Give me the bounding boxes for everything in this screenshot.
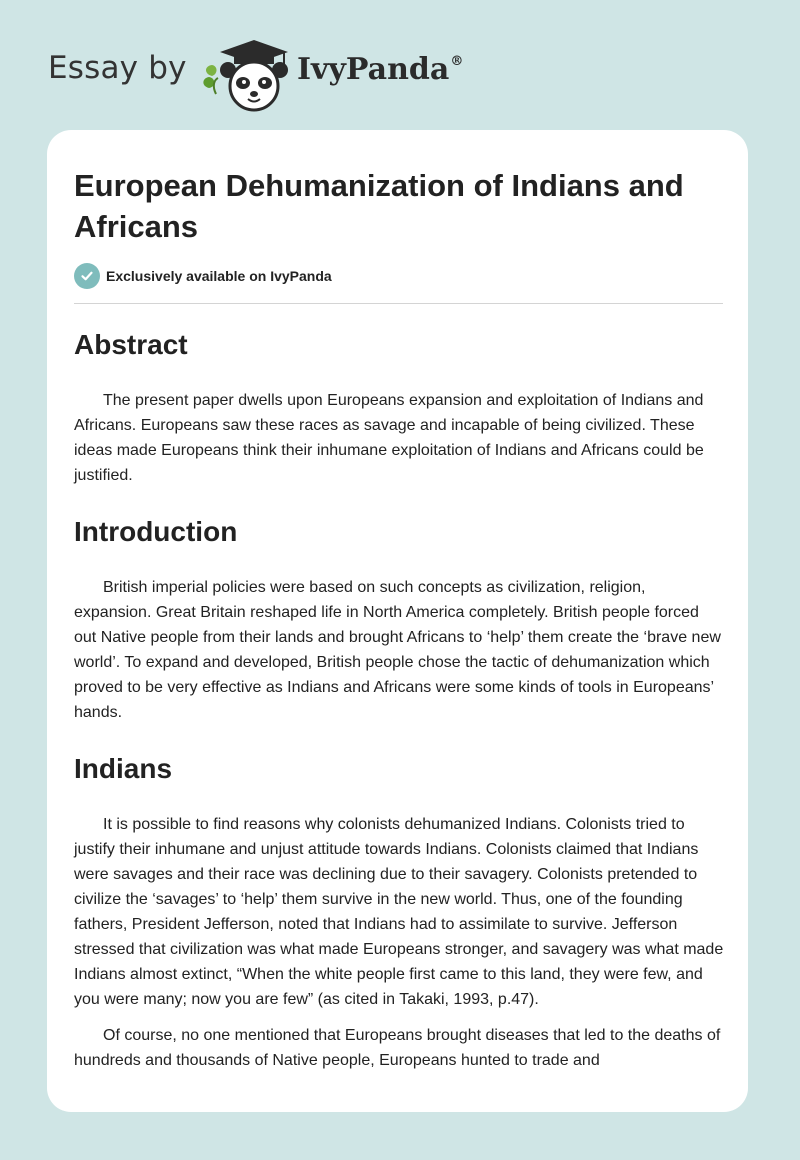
section-abstract [74,322,724,488]
paragraph: It is possible to find reasons why colonists dehumanized Indians. Colonists tried to justify their inhumane and unjust attitude towards Indians. Colonists claimed that Indians were savages and their race was declining due to their savagery. Colonists pretended to civilize the ‘savages’ to ‘help’ them survive in the new world. Thus, one of the founding fathers, President Jefferson, noted that Indians had to assimilate to survive. Jefferson stressed that civilization was what made Europeans stronger, and savagery was what made Indians almost extinct, “When the white people first came to this land, they were few, and you were many; now you are few” (as cited in Takaki, 1993, p.47). [74,816,724,1008]
section-indians [74,746,724,1073]
section-introduction [74,509,724,725]
exclusive-badge [74,263,332,289]
brand-name[interactable] [297,52,463,87]
site-header [0,0,800,120]
registered-mark: ® [450,54,464,69]
exclusive-badge-label: Exclusively available on IvyPanda [106,268,332,284]
paragraph: British imperial policies were based on such concepts as civilization, religion, expansion. Great Britain reshaped life in North America completely. British people forced out Native people from their lands and brought Africans to ‘help’ them create the ‘brave new world’. To expand and developed, British people chose the tactic of dehumanization which proved to be very effective as Indians and Africans were some kinds of tools in Europeans’ hands. [74,579,721,721]
page-title: European Dehumanization of Indians and Africans [74,168,684,244]
paragraph: Of course, no one mentioned that Europeans brought diseases that led to the deaths of hundreds and thousands of Native people, Europeans hunted to trade and [74,1027,721,1069]
brand-name-text: IvyPanda [297,52,450,87]
panda-graduate-logo-icon[interactable] [202,36,292,112]
article-card [47,130,748,1112]
section-heading-indians: Indians [74,753,173,784]
check-circle-icon [74,263,100,289]
article-body [74,320,724,1073]
paragraph: The present paper dwells upon Europeans expansion and exploitation of Indians and Africans. Europeans saw these races as savage and incapable of being civilized. These ideas made Europeans think their inhumane exploitation of Indians and Africans could be justified. [74,392,704,484]
section-heading-abstract: Abstract [74,329,188,360]
divider [74,303,723,304]
section-heading-introduction: Introduction [74,516,238,547]
essay-by-label: Essay by [48,50,187,86]
